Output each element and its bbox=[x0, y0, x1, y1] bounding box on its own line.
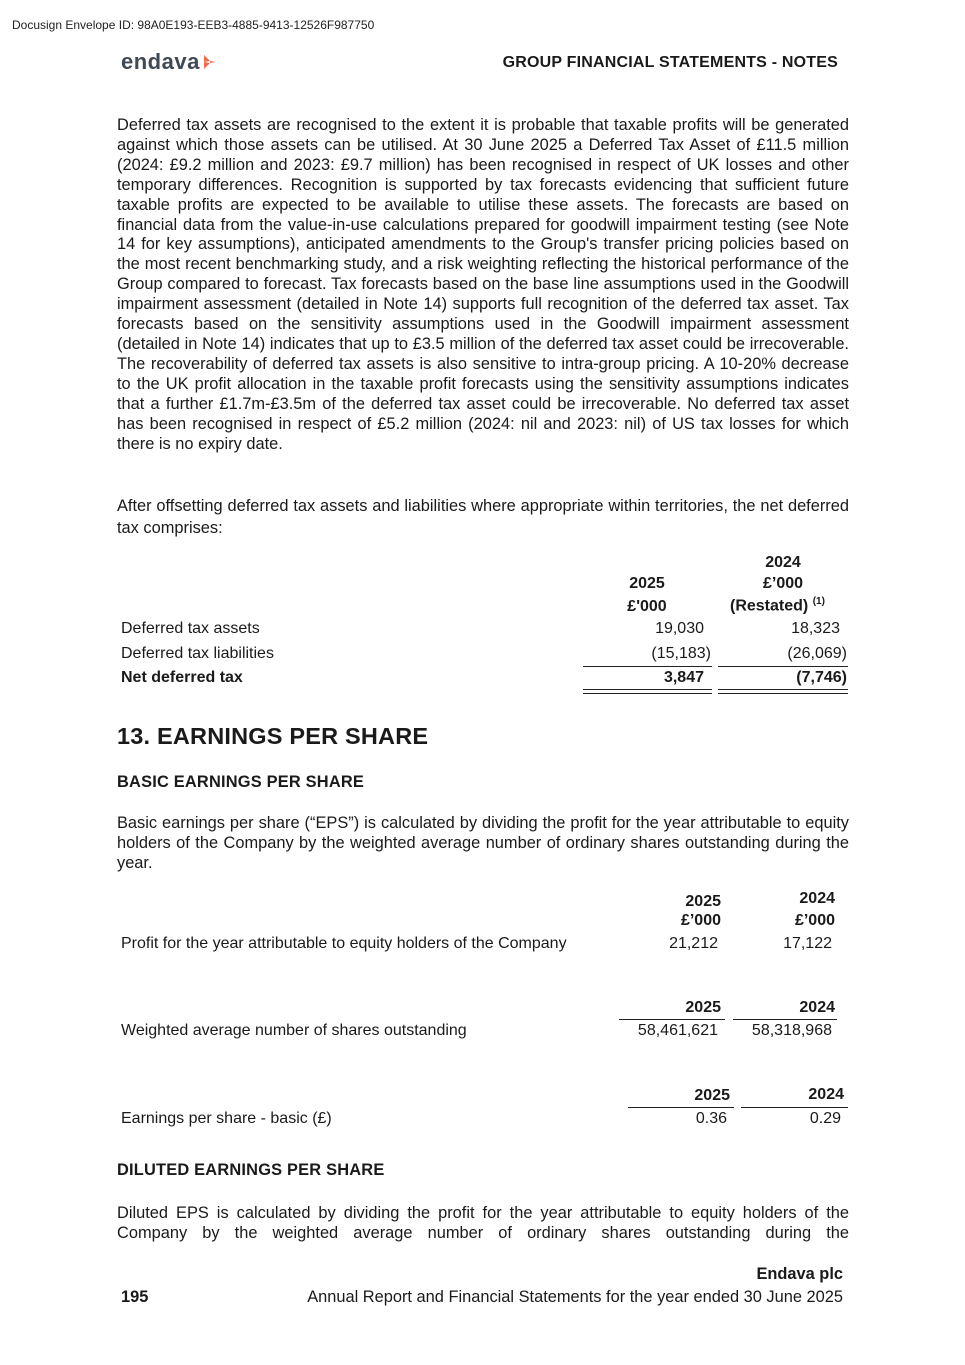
basic-eps-paragraph: Basic earnings per share (“EPS”) is calculated by dividing the profit for the year attributable to equity holders of the Company by the weighted average number of ordinary shares outstanding during the year. bbox=[117, 814, 849, 872]
shares-2024: 58,318,968 bbox=[751, 1022, 832, 1039]
profit-label: Profit for the year attributable to equity holders of the Company bbox=[121, 935, 567, 952]
restated-label: (Restated) bbox=[730, 597, 809, 615]
col-2024-unit: £’000 bbox=[762, 575, 804, 592]
profit-col-2025-year: 2025 bbox=[685, 893, 721, 910]
eps-col-2025: 2025 bbox=[694, 1087, 730, 1104]
row-net-2025: 3,847 bbox=[663, 669, 704, 686]
diluted-eps-paragraph: Diluted EPS is calculated by dividing the profit for the year attributable to equity holders of the Company by the weighted average number of ordinary shares outstanding during the bbox=[117, 1204, 849, 1242]
profit-col-2024-unit: £’000 bbox=[794, 912, 835, 929]
shares-2025: 58,461,621 bbox=[637, 1022, 718, 1039]
page-number: 195 bbox=[121, 1288, 149, 1306]
subtotal-rule-2024 bbox=[718, 666, 848, 667]
row-assets-2024: 18,323 bbox=[791, 620, 840, 637]
eps-2025: 0.36 bbox=[695, 1110, 727, 1127]
total-rule-2024 bbox=[718, 689, 848, 694]
eps-rule-2024 bbox=[741, 1107, 848, 1108]
logo-mark-icon bbox=[203, 54, 217, 70]
col-2024-year: 2024 bbox=[765, 554, 801, 571]
eps-col-2024: 2024 bbox=[808, 1086, 844, 1103]
profit-col-2024-year: 2024 bbox=[799, 890, 835, 907]
logo-text: endava bbox=[121, 49, 200, 74]
eps-2024: 0.29 bbox=[809, 1110, 841, 1127]
row-label-assets: Deferred tax assets bbox=[121, 620, 260, 637]
section-title: 13. EARNINGS PER SHARE bbox=[117, 723, 429, 749]
shares-rule-2025 bbox=[619, 1019, 725, 1020]
row-liabilities-2024: (26,069) bbox=[787, 645, 847, 662]
col-2025-unit: £'000 bbox=[627, 598, 667, 615]
offset-paragraph: After offsetting deferred tax assets and liabilities where appropriate within territories, the net deferred tax comprises: bbox=[117, 497, 849, 537]
eps-rule-2025 bbox=[628, 1107, 734, 1108]
diluted-eps-title: DILUTED EARNINGS PER SHARE bbox=[117, 1161, 385, 1179]
row-liabilities-2025: (15,183) bbox=[651, 645, 711, 662]
col-2025-year: 2025 bbox=[629, 575, 665, 592]
profit-2024: 17,122 bbox=[783, 935, 832, 952]
subtotal-rule-2025 bbox=[583, 666, 712, 667]
profit-2025: 21,212 bbox=[669, 935, 718, 952]
profit-col-2025-unit: £’000 bbox=[680, 912, 721, 929]
col-2024-restated bbox=[730, 596, 825, 615]
row-net-2024: (7,746) bbox=[796, 669, 847, 686]
deferred-tax-paragraph: Deferred tax assets are recognised to the extent it is probable that taxable profits will be generated against which those assets can be utilised. At 30 June 2025 a Deferred Tax Asset of £11.5 million (2024: £9.2 million and 2023: £9.7 million) has been recognised in respect of UK losses and other temporary differences. Recognition is supported by tax forecasts evidencing that sufficient future taxable profits are expected to be available to utilise these assets. The forecasts are based on financial data from the value-in-use calculations prepared for goodwill impairment testing (see Note 14 for key assumptions), anticipated amendments to the Group's transfer pricing policies based on the most recent benchmarking study, and a risk weighting reflecting the historical performance of the Group compared to forecast. Tax forecasts based on the base line assumptions used in the Goodwill impairment assessment (detailed in Note 14) supports full recognition of the deferred tax asset. Tax forecasts based on the sensitivity assumptions used in the Goodwill impairment assessment (detailed in Note 14) indicates that up to £3.5 million of the deferred tax asset could be irrecoverable. The recoverability of deferred tax assets is also sensitive to intra-group pricing. A 10-20% decrease to the UK profit allocation in the taxable profit forecasts using the sensitivity assumptions indicates that a further £1.7m-£3.5m of the deferred tax asset could be irrecoverable. No deferred tax asset has been recognised in respect of £5.2 million (2024: nil and 2023: nil) of US tax losses for which there is no expiry date. bbox=[117, 116, 849, 453]
shares-label: Weighted average number of shares outstanding bbox=[121, 1022, 467, 1039]
shares-col-2025: 2025 bbox=[685, 999, 721, 1016]
footer-company: Endava plc bbox=[756, 1265, 843, 1283]
restated-note: (1) bbox=[812, 596, 825, 607]
eps-label: Earnings per share - basic (£) bbox=[121, 1110, 332, 1127]
endava-logo bbox=[121, 49, 217, 75]
shares-rule-2024 bbox=[733, 1019, 837, 1020]
footer-report-title: Annual Report and Financial Statements for the year ended 30 June 2025 bbox=[307, 1288, 843, 1306]
basic-eps-title: BASIC EARNINGS PER SHARE bbox=[117, 773, 365, 791]
page-header-title: GROUP FINANCIAL STATEMENTS - NOTES bbox=[502, 54, 838, 71]
shares-col-2024: 2024 bbox=[799, 999, 835, 1016]
row-assets-2025: 19,030 bbox=[655, 620, 704, 637]
row-label-net: Net deferred tax bbox=[121, 669, 243, 686]
total-rule-2025 bbox=[583, 689, 712, 694]
docusign-envelope-id: Docusign Envelope ID: 98A0E193-EEB3-4885-9413-12526F987750 bbox=[12, 18, 375, 32]
row-label-liabilities: Deferred tax liabilities bbox=[121, 645, 274, 662]
